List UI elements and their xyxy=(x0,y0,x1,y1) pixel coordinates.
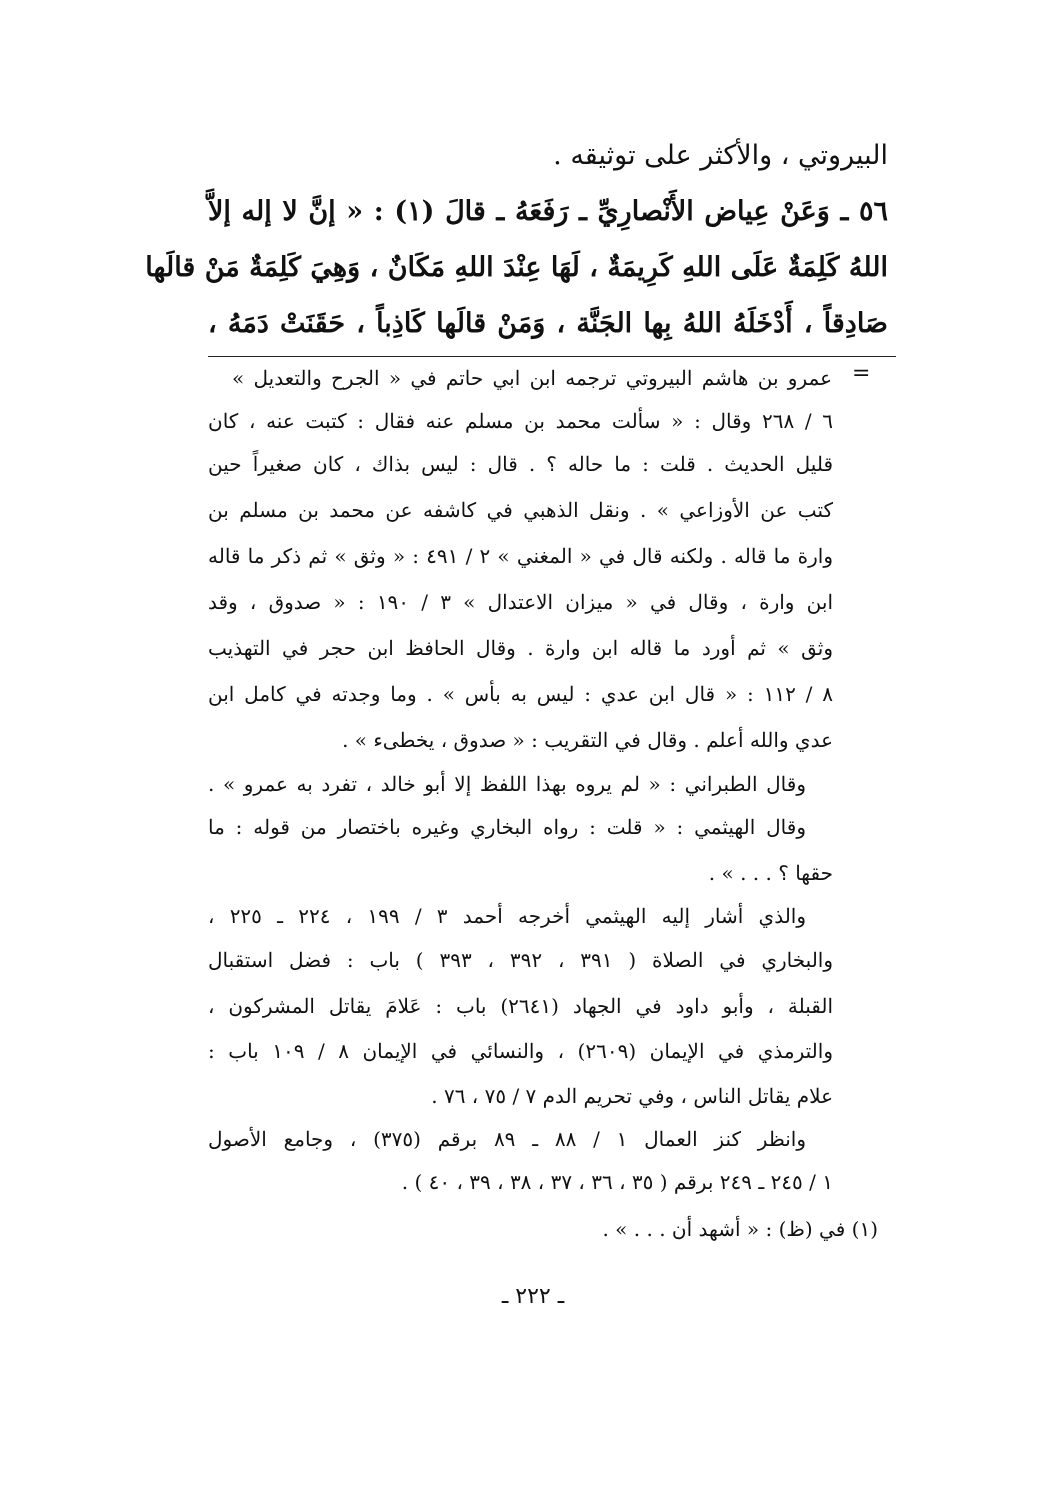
footnote-line: عمرو بن هاشم البيروتي ترجمه ابن ابي حاتم في « الجرح والتعديل » xyxy=(232,366,832,390)
footnote-line: والذي أشار إليه الهيثمي أخرجه أحمد ٣ / ١٩٩ ، ٢٢٤ ـ ٢٢٥ ، xyxy=(208,904,807,928)
footnote-line: وانظر كنز العمال ١ / ٨٨ ـ ٨٩ برقم (٣٧٥) ، وجامع الأصول xyxy=(208,1127,807,1151)
page-number: ـ ٢٢٢ ـ xyxy=(501,1284,565,1309)
main-text-line: ٥٦ ـ وَعَنْ عِياض الأَنْصارِيِّ ـ رَفَعَهُ ـ قالَ (١) : « إنَّ لا إله إلاَّ xyxy=(208,196,888,227)
main-text-line: البيروتي ، والأكثر على توثيقه . xyxy=(553,140,888,171)
footnote-line: علام يقاتل الناس ، وفي تحريم الدم ٧ / ٧٥ ، ٧٦ . xyxy=(431,1084,833,1108)
footnote-line: ٨ / ١١٢ : « قال ابن عدي : ليس به بأس » . وما وجدته في كامل ابن xyxy=(208,682,834,706)
footnote-line: كتب عن الأوزاعي » . ونقل الذهبي في كاشفه عن محمد بن مسلم بن xyxy=(208,498,833,522)
footnote-line: عدي والله أعلم . وقال في التقريب : « صدوق ، يخطىء » . xyxy=(342,728,833,752)
footnote-line: القبلة ، وأبو داود في الجهاد (٢٦٤١) باب : عَلامَ يقاتل المشركون ، xyxy=(208,994,834,1018)
footnote-line: ٦ / ٢٦٨ وقال : « سألت محمد بن مسلم عنه فقال : كتبت عنه ، كان xyxy=(208,409,834,433)
footnote-line: وثق » ثم أورد ما قاله ابن وارة . وقال الحافظ ابن حجر في التهذيب xyxy=(208,636,833,660)
footnote-continuation-marker: = xyxy=(852,361,871,386)
footnote-line: ابن وارة ، وقال في « ميزان الاعتدال » ٣ / ١٩٠ : « صدوق ، وقد xyxy=(208,590,833,614)
footnote-line: ١ / ٢٤٥ ـ ٢٤٩ برقم ( ٣٥ ، ٣٦ ، ٣٧ ، ٣٨ ، ٣٩ ، ٤٠ ) . xyxy=(401,1170,833,1194)
footnote-line: والترمذي في الإيمان (٢٦٠٩) ، والنسائي في الإيمان ٨ / ١٠٩ باب : xyxy=(208,1039,833,1063)
main-text-line: اللهُ كَلِمَةٌ عَلَى اللهِ كَرِيمَةٌ ، لَهَا عِنْدَ اللهِ مَكَانٌ ، وَهِيَ كَلِمَةٌ مَنْ قالَها xyxy=(145,252,888,283)
main-text-line: صَادِقاً ، أَدْخَلَهُ اللهُ بِها الجَنَّة ، وَمَنْ قالَها كَاذِباً ، حَقَنَتْ دَمَهُ ، xyxy=(208,308,888,339)
footnote-line: (١) في (ظ) : « أشهد أن . . . » . xyxy=(602,1217,878,1241)
footnote-line: وقال الطبراني : « لم يروه بهذا اللفظ إلا أبو خالد ، تفرد به عمرو » . xyxy=(208,772,806,796)
footnote-line: قليل الحديث . قلت : ما حاله ؟ . قال : ليس بذاك ، كان صغيراً حين xyxy=(208,452,833,476)
footnote-separator xyxy=(208,356,896,357)
footnote-line: وارة ما قاله . ولكنه قال في « المغني » ٢ / ٤٩١ : « وثق » ثم ذكر ما قاله xyxy=(208,544,833,568)
footnote-line: والبخاري في الصلاة ( ٣٩١ ، ٣٩٢ ، ٣٩٣ ) باب : فضل استقبال xyxy=(208,948,834,972)
footnote-line: حقها ؟ . . . » . xyxy=(708,861,833,885)
footnote-line: وقال الهيثمي : « قلت : رواه البخاري وغيره باختصار من قوله : ما xyxy=(208,815,806,839)
